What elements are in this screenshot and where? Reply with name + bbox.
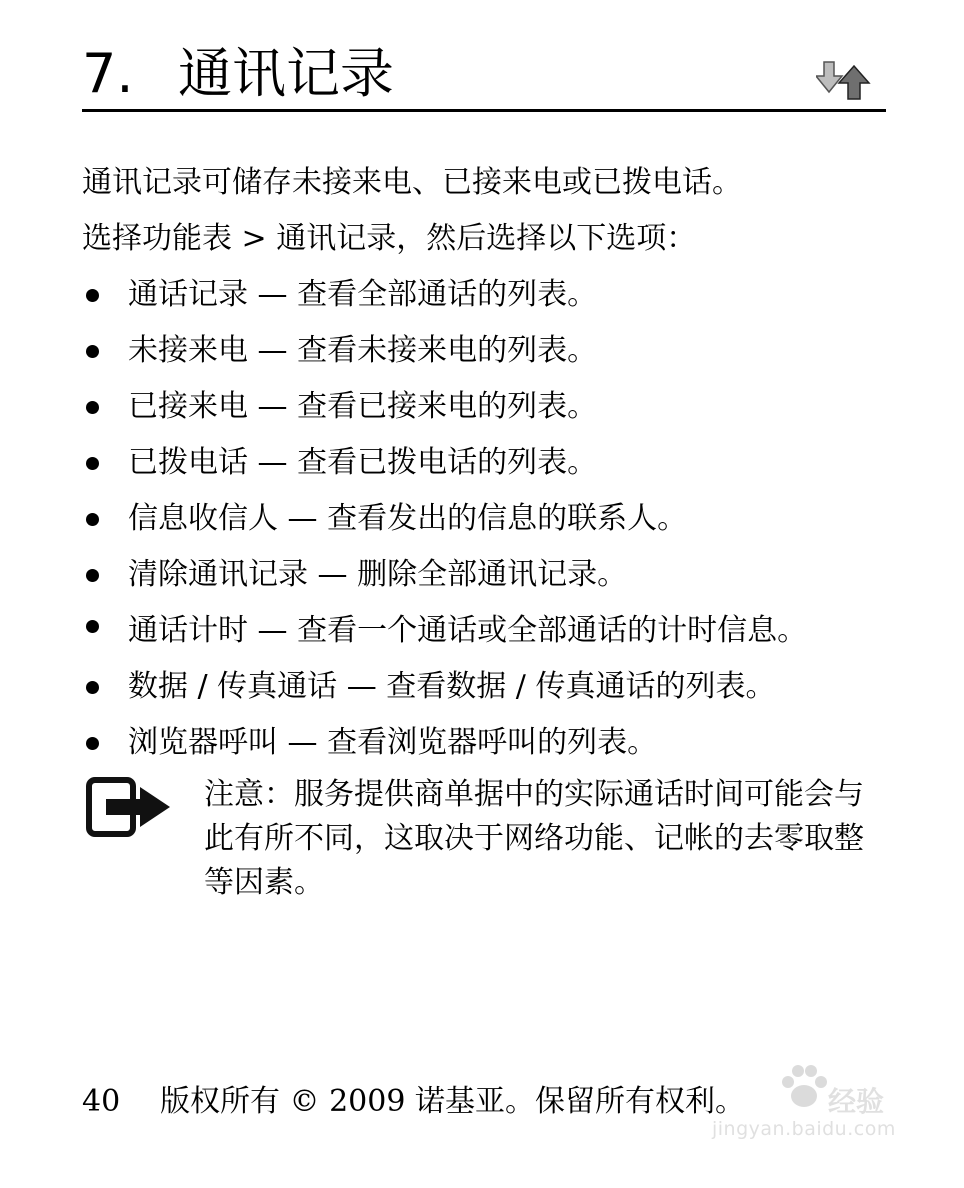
option-term: 通话记录	[128, 277, 248, 312]
option-term: 信息收信人	[128, 501, 278, 536]
select-prefix: 选择	[82, 221, 142, 256]
bullet	[86, 401, 99, 414]
bullet	[86, 681, 99, 694]
option-list	[82, 267, 892, 771]
list-item	[82, 491, 892, 547]
paw-logo-icon	[778, 1062, 830, 1114]
menu-name: 功能表	[142, 221, 232, 256]
bullet	[86, 569, 99, 582]
option-term: 通话计时	[128, 613, 248, 648]
page-footer	[82, 1078, 745, 1126]
submenu-name: 通讯记录	[276, 221, 397, 256]
menu-separator: >	[232, 221, 277, 256]
list-item	[82, 323, 892, 379]
note-text: 服务提供商单据中的实际通话时间可能会与此有所不同，这取决于网络功能、记帐的去零取整等因素。	[204, 777, 864, 900]
option-description: — 查看已拨电话的列表。	[248, 445, 598, 480]
list-item	[82, 547, 892, 603]
bullet	[86, 620, 99, 633]
option-description: — 查看数据 / 传真通话的列表。	[337, 669, 776, 704]
option-description: — 查看已接来电的列表。	[248, 389, 598, 424]
bullet	[86, 737, 99, 750]
option-description: — 查看浏览器呼叫的列表。	[278, 725, 658, 760]
list-item	[82, 659, 892, 715]
watermark-text: 经验	[828, 1085, 885, 1118]
option-description: — 查看一个通话或全部通话的计时信息。	[248, 613, 808, 648]
option-description: — 查看发出的信息的联系人。	[278, 501, 688, 536]
list-item	[82, 267, 892, 323]
bullet	[86, 457, 99, 470]
option-term: 已接来电	[128, 389, 248, 424]
watermark-url: jingyan.baidu.com	[712, 1118, 896, 1140]
note-label: 注意：	[204, 777, 294, 812]
bullet	[86, 345, 99, 358]
option-description: — 删除全部通讯记录。	[308, 557, 628, 592]
list-item	[82, 435, 892, 491]
select-suffix: ，然后选择以下选项：	[396, 221, 697, 256]
note-hand-pointer-icon	[86, 777, 174, 837]
option-description: — 查看全部通话的列表。	[248, 277, 598, 312]
bullet	[86, 513, 99, 526]
chapter-title-text: 通讯记录	[178, 42, 394, 105]
option-term: 清除通讯记录	[128, 557, 308, 592]
chapter-title	[82, 42, 394, 106]
page-content	[82, 155, 892, 905]
intro-paragraph: 通讯记录可储存未接来电、已接来电或已拨电话。	[82, 165, 742, 200]
page-navigation-icon	[816, 58, 872, 102]
option-description: — 查看未接来电的列表。	[248, 333, 598, 368]
copyright-notice: 版权所有 © 2009 诺基亚。保留所有权利。	[160, 1084, 745, 1119]
watermark	[708, 1062, 908, 1152]
option-term: 已拨电话	[128, 445, 248, 480]
option-term: 数据 / 传真通话	[128, 669, 338, 704]
note-block	[82, 773, 892, 905]
list-item	[82, 379, 892, 435]
option-term: 未接来电	[128, 333, 248, 368]
list-item	[82, 603, 892, 659]
option-term: 浏览器呼叫	[128, 725, 278, 760]
chapter-number: 7.	[82, 42, 134, 105]
menu-path-paragraph	[82, 211, 892, 267]
page-number: 40	[82, 1084, 121, 1119]
chapter-header	[82, 40, 886, 112]
bullet	[86, 289, 99, 302]
list-item	[82, 715, 892, 771]
